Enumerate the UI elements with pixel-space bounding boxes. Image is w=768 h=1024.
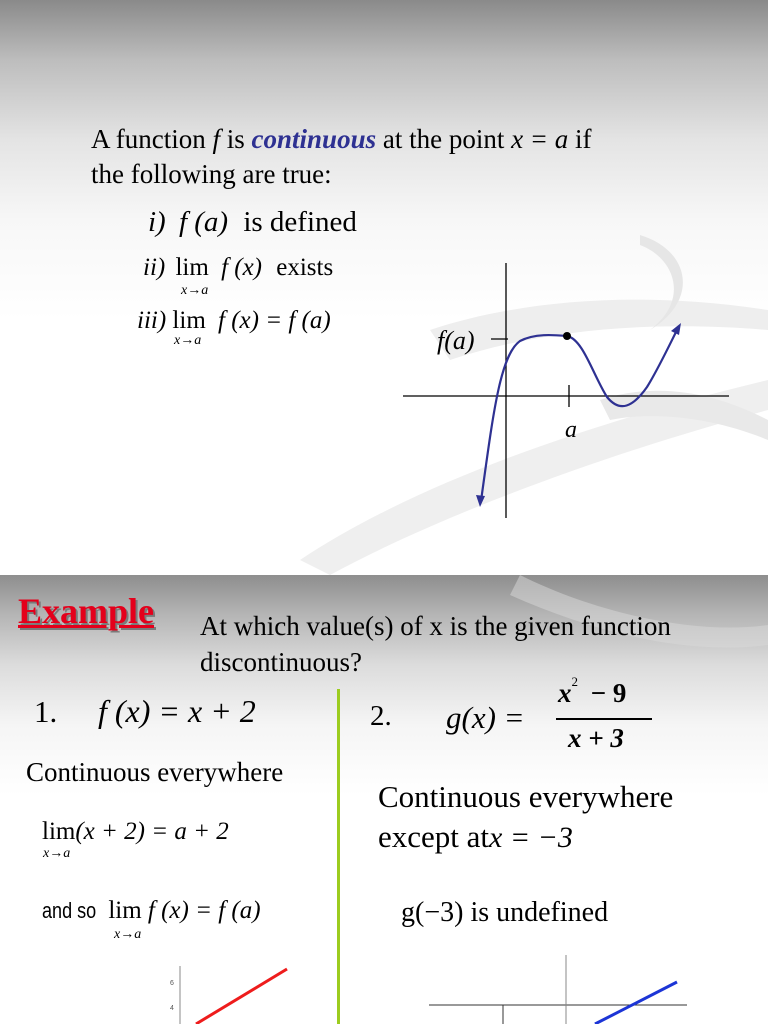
definition-line-2: the following are true: xyxy=(91,159,332,189)
column-divider xyxy=(337,689,340,1024)
condition-iii: iii) lim f (x) = f (a) xyxy=(137,307,331,334)
problem-1-answer: Continuous everywhere xyxy=(26,757,284,787)
fraction-bar xyxy=(556,718,652,720)
condition-iii-limit-subscript: x→a xyxy=(174,333,202,348)
problem-1-function: f (x) = x + 2 xyxy=(98,693,256,729)
definition-line-1: A function f is continuous at the point x = a if xyxy=(91,124,592,154)
example-question: At which value(s) of x is the given function discontinuous? xyxy=(200,611,671,677)
problem-1-number: 1. xyxy=(34,694,58,729)
problem-1-conclusion: and so lim f (x) = f (a) xyxy=(42,897,261,924)
problem-1-line xyxy=(196,969,287,1024)
problem-1-conclusion-subscript: x→a xyxy=(114,927,142,942)
curve-end-arrow-top xyxy=(671,323,681,335)
curve-end-arrow-bottom xyxy=(476,495,485,507)
condition-i: i) f (a) is defined xyxy=(148,206,357,238)
problem-2-denominator: x + 3 xyxy=(568,723,624,753)
continuity-graph xyxy=(395,255,735,525)
tick-label-4: 4 xyxy=(170,1005,174,1012)
condition-ii-limit-subscript: x→a xyxy=(181,283,209,298)
point-a-fa xyxy=(563,332,571,340)
condition-ii: ii) lim f (x) exists xyxy=(143,254,334,281)
tick-label-6: 6 xyxy=(170,980,174,987)
problem-2-line xyxy=(595,982,677,1024)
example-title: Example xyxy=(18,591,155,631)
function-curve xyxy=(481,330,677,501)
slide-example xyxy=(0,575,768,1024)
problem-2-number: 2. xyxy=(370,700,392,732)
problem-2-lhs: g(x) = xyxy=(446,700,525,735)
fa-label: f(a) xyxy=(437,326,475,355)
problem-2-undefined-note: g(−3) is undefined xyxy=(401,897,609,928)
keyword-continuous: continuous xyxy=(251,124,377,154)
definition-text xyxy=(91,122,592,192)
problem-2-answer: Continuous everywhere except atx = −3 xyxy=(378,779,674,854)
a-label: a xyxy=(565,417,577,443)
problem-1-limit: lim(x + 2) = a + 2 xyxy=(42,818,229,845)
problem-1-limit-subscript: x→a xyxy=(43,846,71,861)
problem-2-numerator: $x^2 - 9$ xyxy=(558,674,627,708)
problem-1-mini-graph xyxy=(160,960,310,1024)
problem-2-mini-graph xyxy=(425,953,690,1024)
